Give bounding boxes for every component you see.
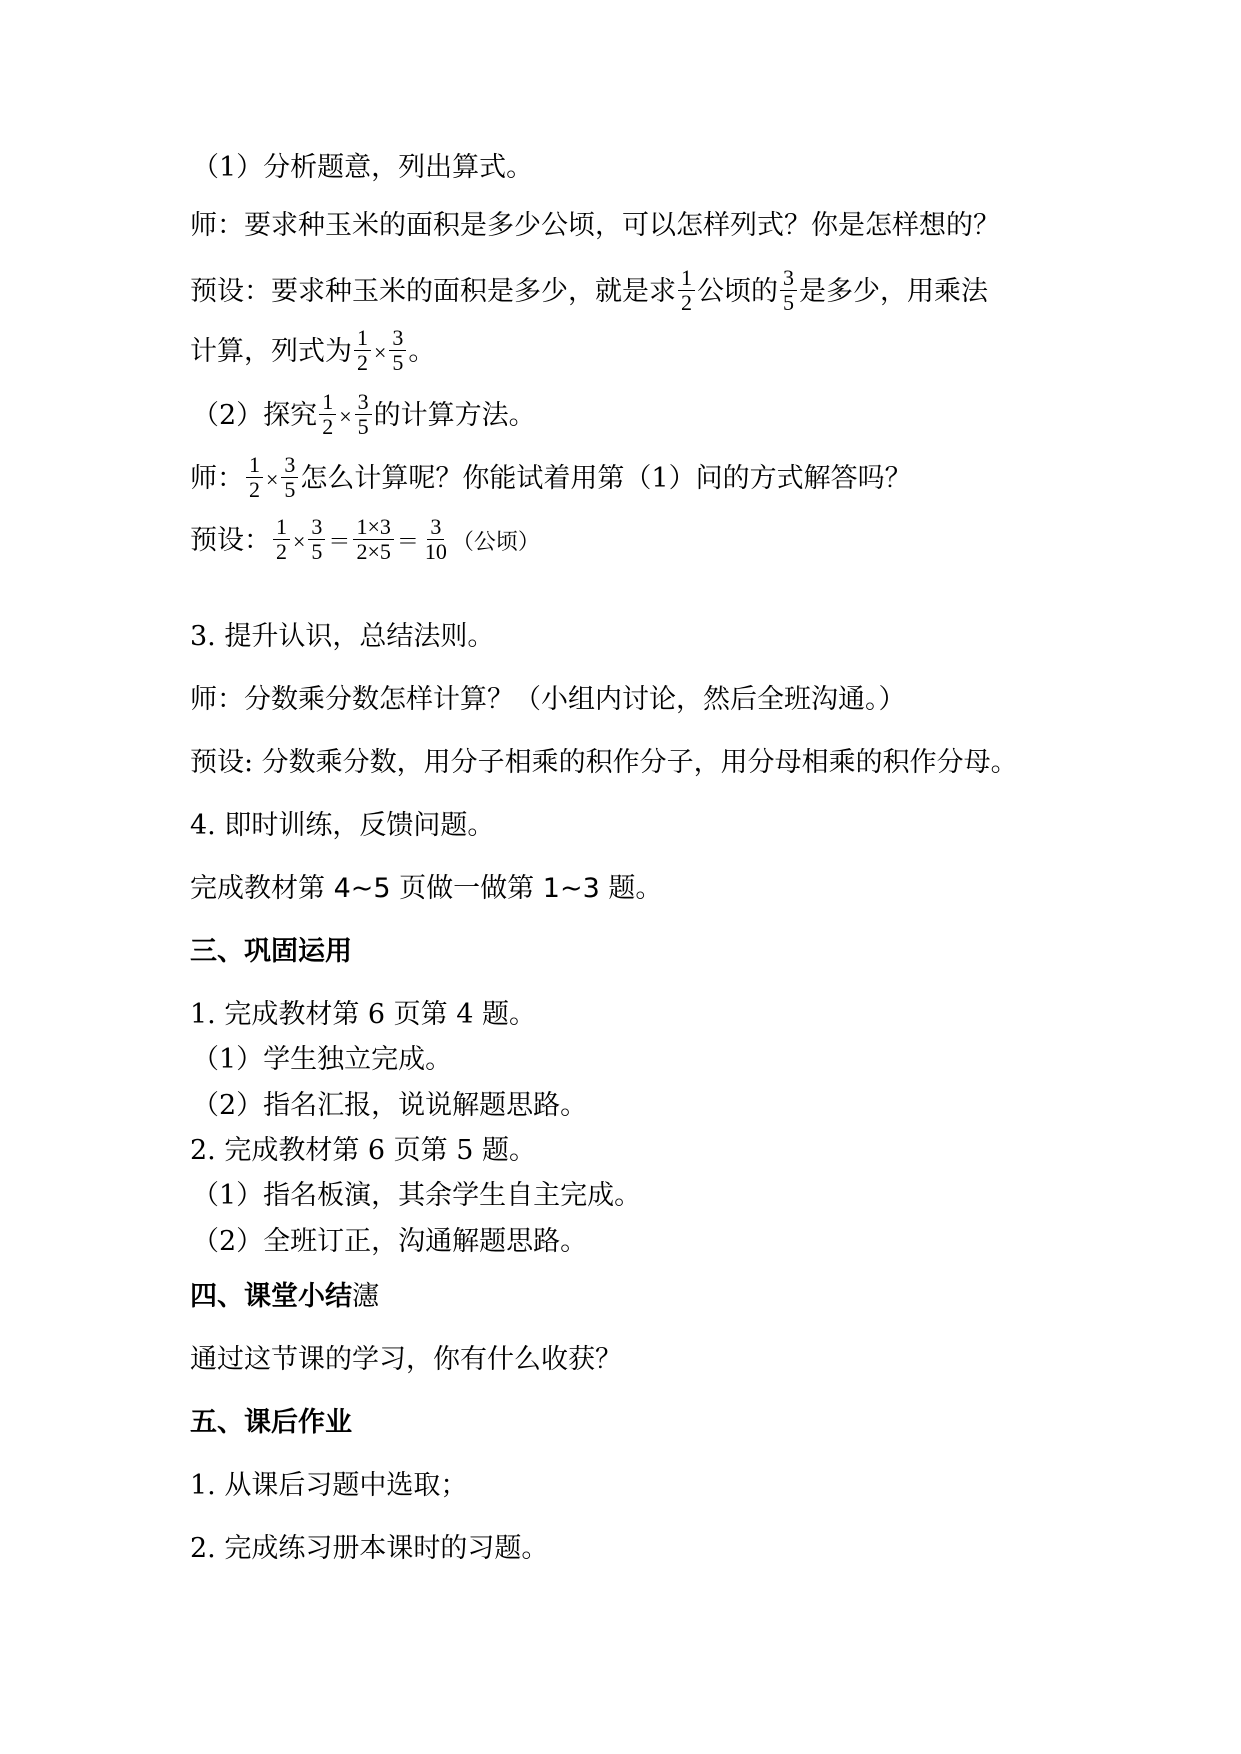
step-1-heading: （1）分析题意，列出算式。: [192, 152, 534, 183]
teacher-question-1: 师：要求种玉米的面积是多少公顷，可以怎样列式？你是怎样想的？: [190, 210, 1000, 241]
fraction-1-2: $\frac{1}{2}$: [319, 390, 336, 439]
fraction-product: $\frac{1\times 3}{2\times 5}$: [353, 515, 393, 564]
step-4-heading: 4. 即时训练，反馈问题。: [190, 810, 495, 841]
consolidation-item-2-2: （2）全班订正，沟通解题思路。: [192, 1226, 588, 1257]
fraction-3-5: $\frac{3}{5}$: [355, 390, 372, 439]
preset-answer-1: 预设：要求种玉米的面积是多少，就是求 $\frac{1}{2}$ 公顷的 $\frac{3}{5}$ 是多少，用乘法: [190, 265, 988, 315]
step-3-heading: 3. 提升认识，总结法则。: [190, 621, 495, 652]
fraction-1-2: $\frac{1}{2}$: [678, 266, 695, 315]
consolidation-item-2-1: （1）指名板演，其余学生自主完成。: [192, 1180, 642, 1211]
fraction-1-2: $\frac{1}{2}$: [354, 326, 371, 375]
teacher-question-3: 师：分数乘分数怎样计算？（小组内讨论，然后全班沟通。）: [190, 684, 906, 715]
consolidation-item-2: 2. 完成教材第 6 页第 5 题。: [190, 1135, 537, 1166]
fraction-3-5: $\frac{3}{5}$: [308, 515, 325, 564]
fraction-3-5: $\frac{3}{5}$: [389, 326, 406, 375]
summary-question: 通过这节课的学习，你有什么收获？: [190, 1344, 622, 1375]
preset-answer-3: 预设: 分数乘分数，用分子相乘的积作分子，用分母相乘的积作分母。: [190, 747, 1018, 778]
consolidation-item-1-2: （2）指名汇报，说说解题思路。: [192, 1090, 588, 1121]
section-4-heading: 四、课堂小结瀗: [190, 1281, 379, 1312]
teacher-question-2: 师： $\frac{1}{2}$ × $\frac{3}{5}$ 怎么计算呢？你能试着用第（1）问的方式解答吗？: [190, 452, 912, 502]
section-5-heading: 五、课后作业: [190, 1407, 352, 1438]
fraction-3-10: $\frac{3}{10}$: [424, 514, 447, 564]
preset-answer-1-cont: 计算，列式为 $\frac{1}{2}$ × $\frac{3}{5}$ 。: [190, 325, 436, 375]
textbook-exercise: 完成教材第 4~5 页做一做第 1~3 题。: [190, 873, 663, 904]
fraction-1-2: $\frac{1}{2}$: [246, 453, 263, 502]
step-2-heading: （2）探究 $\frac{1}{2}$ × $\frac{3}{5}$ 的计算方法。: [192, 389, 536, 439]
section-3-heading: 三、巩固运用: [190, 936, 352, 967]
preset-answer-2: 预设： $\frac{1}{2}$ × $\frac{3}{5}$ ＝ $\frac{1\times 3}{2\times 5}$ ＝ $\frac{3}{10}$ （公顷）: [190, 514, 540, 564]
fraction-3-5: $\frac{3}{5}$: [281, 453, 298, 502]
consolidation-item-1-1: （1）学生独立完成。: [192, 1044, 453, 1075]
homework-item-2: 2. 完成练习册本课时的习题。: [190, 1533, 549, 1564]
fraction-3-5: $\frac{3}{5}$: [780, 266, 797, 315]
fraction-1-2: $\frac{1}{2}$: [273, 515, 290, 564]
consolidation-item-1: 1. 完成教材第 6 页第 4 题。: [190, 999, 537, 1030]
homework-item-1: 1. 从课后习题中选取；: [190, 1470, 468, 1501]
